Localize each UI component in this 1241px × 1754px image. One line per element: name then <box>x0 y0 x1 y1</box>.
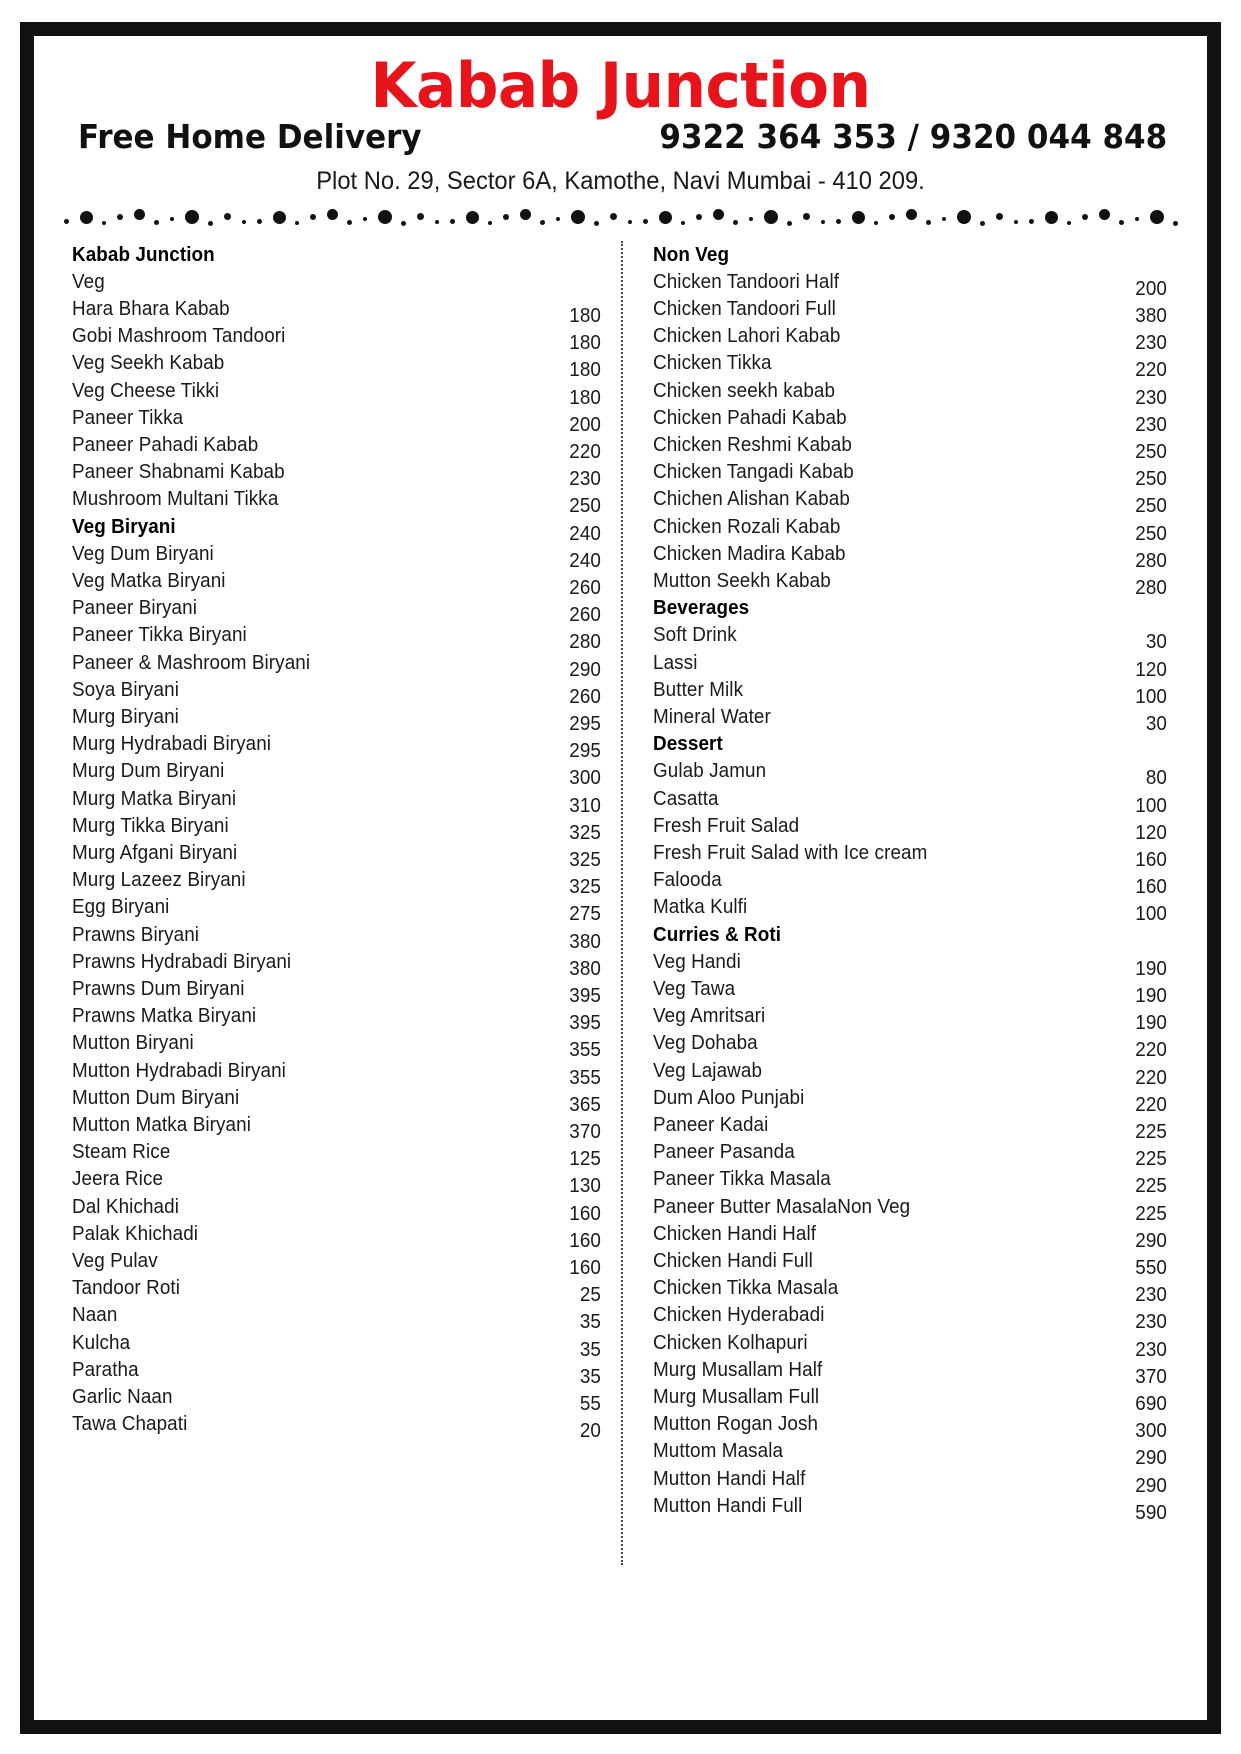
menu-item-price: 230 <box>568 467 601 491</box>
menu-item-price: 690 <box>1135 1392 1167 1416</box>
menu-item-name: Paneer & Mashroom Biryani <box>72 650 311 674</box>
menu-item-price: 225 <box>1135 1120 1167 1144</box>
menu-item-price: 180 <box>568 331 601 355</box>
ornament-dot <box>435 220 439 224</box>
menu-item-price: 355 <box>568 1038 601 1062</box>
menu-item-price: 120 <box>1135 657 1167 681</box>
menu-item-price: 230 <box>1135 385 1167 409</box>
ornament-dot <box>1029 219 1034 224</box>
ornament-dot <box>696 214 702 220</box>
right-item-price-list <box>1077 248 1167 1527</box>
menu-item-name: Chicken Tikka <box>652 351 772 375</box>
menu-item-name: Casatta <box>652 786 719 810</box>
menu-item-price: 160 <box>1135 875 1167 899</box>
ornament-dot <box>764 210 778 224</box>
menu-item-price: 395 <box>568 1011 601 1035</box>
menu-item-price: 220 <box>1135 358 1167 382</box>
menu-item-price: 100 <box>1135 684 1167 708</box>
menu-item-name: Falooda <box>652 868 722 892</box>
menu-section-heading: Veg Biryani <box>72 514 176 538</box>
menu-item-price: 20 <box>579 1419 601 1443</box>
menu-section-heading: Dessert <box>652 732 723 756</box>
menu-item-name: Murg Biryani <box>72 704 179 728</box>
menu-item-name: Chicken Madira Kabab <box>652 541 846 565</box>
menu-inner-area <box>34 36 1207 1720</box>
menu-item-name: Chicken Handi Half <box>652 1221 816 1245</box>
ornament-dot <box>134 209 145 220</box>
menu-section-heading: Kabab Junction <box>72 242 215 266</box>
menu-item-price: 30 <box>1145 630 1167 654</box>
menu-columns <box>52 235 1189 1565</box>
menu-item-price: 220 <box>1135 1065 1167 1089</box>
menu-item-price: 55 <box>579 1392 601 1416</box>
menu-item-price: 225 <box>1135 1147 1167 1171</box>
menu-item-price: 250 <box>568 494 601 518</box>
menu-item-price: 100 <box>1135 902 1167 926</box>
ornament-dot <box>1082 214 1088 220</box>
menu-item-price: 80 <box>1145 766 1167 790</box>
menu-item-price: 160 <box>568 1256 601 1280</box>
menu-item-price: 35 <box>579 1310 601 1334</box>
menu-item-price: 250 <box>1135 494 1167 518</box>
menu-item-name: Paneer Tikka Masala <box>652 1167 831 1191</box>
menu-item-price: 130 <box>568 1174 601 1198</box>
menu-item-price: 125 <box>568 1147 601 1171</box>
ornament-dot <box>185 210 199 224</box>
ornament-dot <box>450 219 455 224</box>
ornament-dot <box>1014 220 1018 224</box>
menu-item-price: 325 <box>568 875 601 899</box>
menu-item-name: Lassi <box>652 650 697 674</box>
menu-item-name: Murg Musallam Full <box>652 1385 819 1409</box>
menu-item-price: 230 <box>1135 331 1167 355</box>
menu-item-price: 370 <box>568 1120 601 1144</box>
menu-item-price: 230 <box>1135 412 1167 436</box>
menu-item-name: Veg Amritsari <box>652 1004 765 1028</box>
ornament-dot <box>417 213 424 220</box>
ornament-dot <box>273 211 286 224</box>
menu-item-name: Veg Matka Biryani <box>72 568 226 592</box>
menu-item-name: Murg Hydrabadi Biryani <box>72 732 272 756</box>
menu-item-name: Chicken seekh kabab <box>652 378 835 402</box>
menu-item-name: Steam Rice <box>72 1140 171 1164</box>
ornament-dot <box>1045 211 1058 224</box>
menu-item-name: Paneer Tikka <box>72 405 184 429</box>
menu-item-name: Chicken Reshmi Kabab <box>652 432 852 456</box>
ornament-dot <box>713 209 724 220</box>
menu-item-name: Mutton Seekh Kabab <box>652 568 831 592</box>
menu-item-name: Veg Cheese Tikki <box>72 378 220 402</box>
menu-item-name: Soya Biryani <box>72 677 179 701</box>
menu-item-price: 160 <box>568 1201 601 1225</box>
menu-section-heading: Curries & Roti <box>652 922 781 946</box>
menu-item-price <box>1084 601 1167 628</box>
menu-item-price: 30 <box>1145 711 1167 735</box>
menu-item-price <box>518 275 601 302</box>
menu-item-price: 190 <box>1135 984 1167 1008</box>
menu-item-price: 380 <box>568 956 601 980</box>
menu-item-price: 220 <box>1135 1092 1167 1116</box>
menu-item-price: 225 <box>1135 1174 1167 1198</box>
menu-item-name: Veg Tawa <box>652 977 735 1001</box>
menu-item-name: Prawns Biryani <box>72 922 200 946</box>
ornament-dot <box>1067 221 1071 225</box>
menu-item-price: 180 <box>568 385 601 409</box>
menu-item-price: 180 <box>568 303 601 327</box>
menu-item-price: 295 <box>568 739 601 763</box>
menu-item-name: Mutton Biryani <box>72 1031 194 1055</box>
menu-item-price: 290 <box>1135 1446 1167 1470</box>
menu-item-price: 280 <box>1135 548 1167 572</box>
menu-item-price: 280 <box>568 630 601 654</box>
menu-item-name: Hara Bhara Kabab <box>72 296 230 320</box>
menu-item-name: Veg Pulav <box>72 1249 158 1273</box>
menu-item-name: Paneer Shabnami Kabab <box>72 460 285 484</box>
ornament-dot <box>503 214 509 220</box>
menu-column-right <box>621 241 1184 1565</box>
ornament-dot <box>208 221 213 226</box>
menu-item-name: Jeera Rice <box>72 1167 164 1191</box>
ornament-dot <box>821 220 825 224</box>
menu-item-price <box>518 248 601 275</box>
ornament-dot <box>643 219 648 224</box>
menu-item-price: 190 <box>1135 956 1167 980</box>
menu-item-price: 295 <box>568 711 601 735</box>
menu-item-price: 200 <box>1135 276 1167 300</box>
free-home-delivery-label: Free Home Delivery <box>78 117 422 157</box>
ornament-dot <box>628 220 632 224</box>
menu-item-name: Chicken Tandoori Full <box>652 296 836 320</box>
menu-item-price: 160 <box>568 1228 601 1252</box>
menu-item-name: Prawns Hydrabadi Biryani <box>72 949 292 973</box>
ornament-dot <box>1099 209 1110 220</box>
menu-item-name: Palak Khichadi <box>72 1221 199 1245</box>
menu-item-price: 325 <box>568 820 601 844</box>
ornament-dot <box>401 221 406 226</box>
menu-item-name: Veg Dum Biryani <box>72 541 214 565</box>
ornament-dot <box>733 220 738 225</box>
ornament-dot <box>1150 210 1164 224</box>
ornament-dot <box>257 219 262 224</box>
menu-item-price: 300 <box>568 766 601 790</box>
menu-item-price: 100 <box>1135 793 1167 817</box>
ornament-dot <box>942 217 946 221</box>
menu-item-price: 220 <box>1135 1038 1167 1062</box>
menu-item-name: Chicken Lahori Kabab <box>652 324 840 348</box>
ornament-dot <box>803 213 810 220</box>
ornament-dot <box>327 209 338 220</box>
header-contact-row <box>52 119 1189 155</box>
menu-item-name: Tawa Chapati <box>72 1412 188 1436</box>
menu-item-price: 290 <box>1135 1228 1167 1252</box>
ornament-dot <box>571 210 585 224</box>
menu-item-name: Murg Afgani Biryani <box>72 841 238 864</box>
ornament-dot <box>926 220 931 225</box>
ornament-dot <box>64 219 69 224</box>
menu-item-name: Paneer Butter MasalaNon Veg <box>652 1194 910 1218</box>
ornament-dot <box>170 217 174 221</box>
ornament-dot <box>681 221 685 225</box>
menu-item-name: Garlic Naan <box>72 1385 173 1409</box>
menu-item-price: 180 <box>568 358 601 382</box>
menu-item-name: Veg Dohaba <box>652 1031 758 1055</box>
menu-item-price: 35 <box>579 1364 601 1388</box>
menu-item-name: Veg Handi <box>652 949 741 973</box>
menu-item-name: Gulab Jamun <box>652 759 766 783</box>
ornament-dot <box>1119 220 1124 225</box>
address-line: Plot No. 29, Sector 6A, Kamothe, Navi Mumbai - 410 209. <box>316 166 925 195</box>
phone-numbers: 9322 364 353 / 9320 044 848 <box>659 117 1167 157</box>
menu-item-price: 225 <box>1135 1201 1167 1225</box>
restaurant-title: Kabab Junction <box>370 49 871 122</box>
menu-item-price: 25 <box>579 1283 601 1307</box>
menu-item-price: 230 <box>1135 1337 1167 1361</box>
menu-item-price: 310 <box>568 793 601 817</box>
ornament-dot <box>659 211 672 224</box>
menu-item-price: 380 <box>568 929 601 953</box>
menu-item-name: Paneer Pasanda <box>652 1140 795 1164</box>
menu-item-name: Egg Biryani <box>72 895 170 919</box>
ornament-dot <box>242 220 246 224</box>
menu-item-price: 240 <box>568 521 601 545</box>
menu-item-name: Murg Tikka Biryani <box>72 813 229 837</box>
menu-item-name: Fresh Fruit Salad <box>652 813 799 837</box>
ornament-dot <box>556 217 560 221</box>
menu-item-name: Murg Musallam Half <box>652 1357 822 1381</box>
menu-item-name: Mushroom Multani Tikka <box>72 487 279 511</box>
ornament-dot <box>1173 221 1178 226</box>
menu-item-name: Mutton Matka Biryani <box>72 1113 251 1137</box>
ornament-dot <box>488 221 492 225</box>
menu-column-left <box>58 241 621 1565</box>
ornament-dot <box>117 214 123 220</box>
menu-item-name: Prawns Matka Biryani <box>72 1004 257 1028</box>
menu-item-name: Prawns Dum Biryani <box>72 977 245 1001</box>
menu-item-price: 300 <box>1135 1419 1167 1443</box>
menu-item-name: Murg Matka Biryani <box>72 786 237 810</box>
menu-item-price: 280 <box>1135 575 1167 599</box>
menu-item-name: Paneer Biryani <box>72 596 198 620</box>
ornament-dot <box>787 221 792 226</box>
ornament-dot <box>363 217 367 221</box>
ornament-dot <box>520 209 531 220</box>
menu-item-price: 260 <box>568 684 601 708</box>
menu-section-heading: Beverages <box>652 596 749 620</box>
menu-item-name: Paneer Kadai <box>652 1113 768 1137</box>
menu-item-price: 590 <box>1135 1500 1167 1524</box>
menu-item-price: 250 <box>1135 467 1167 491</box>
menu-item-name: Naan <box>72 1303 118 1327</box>
menu-item-price: 395 <box>568 984 601 1008</box>
ornament-dot <box>378 210 392 224</box>
menu-item-name: Chicken Rozali Kabab <box>652 514 840 538</box>
menu-item-price: 160 <box>1135 848 1167 871</box>
menu-item-price <box>1084 737 1167 764</box>
ornament-dot <box>80 211 93 224</box>
menu-item-price: 230 <box>1135 1283 1167 1307</box>
menu-item-price: 220 <box>568 439 601 463</box>
menu-item-name: Paneer Pahadi Kabab <box>72 432 259 456</box>
ornament-dot <box>874 221 878 225</box>
menu-item-price <box>1084 248 1167 275</box>
menu-item-name: Tandoor Roti <box>72 1276 181 1300</box>
menu-item-name: Chichen Alishan Kabab <box>652 487 850 511</box>
ornament-dot <box>102 221 106 225</box>
menu-item-name: Dal Khichadi <box>72 1194 179 1218</box>
menu-item-name: Chicken Handi Full <box>652 1249 813 1273</box>
menu-item-name: Veg Seekh Kabab <box>72 351 225 375</box>
menu-item-name: Chicken Hyderabadi <box>652 1303 824 1327</box>
menu-item-price: 250 <box>1135 439 1167 463</box>
ornament-dot <box>310 214 316 220</box>
menu-item-name: Soft Drink <box>652 623 737 647</box>
menu-item-name: Chicken Kolhapuri <box>652 1330 808 1354</box>
menu-item-name: Mutton Dum Biryani <box>72 1085 240 1109</box>
menu-item-name: Chicken Tikka Masala <box>652 1276 838 1300</box>
ornament-dot <box>154 220 159 225</box>
menu-item-price: 250 <box>1135 521 1167 545</box>
menu-item-name: Paneer Tikka Biryani <box>72 623 247 647</box>
menu-item-price: 355 <box>568 1065 601 1089</box>
menu-item-name: Murg Dum Biryani <box>72 759 225 783</box>
menu-item-price: 380 <box>1135 303 1167 327</box>
menu-item-name: Mineral Water <box>652 704 771 728</box>
menu-item-price: 190 <box>1135 1011 1167 1035</box>
menu-item-name: Matka Kulfi <box>652 895 747 919</box>
ornament-dot <box>996 213 1003 220</box>
ornament-dot <box>906 209 917 220</box>
ornament-dot <box>889 214 895 220</box>
menu-item-price: 275 <box>568 902 601 926</box>
menu-item-name: Chicken Tangadi Kabab <box>652 460 854 484</box>
menu-item-price: 260 <box>568 575 601 599</box>
menu-item-price: 290 <box>1135 1473 1167 1497</box>
menu-item-name: Mutton Handi Full <box>652 1493 802 1517</box>
menu-item-price: 240 <box>568 548 601 572</box>
menu-item-name: Paratha <box>72 1357 139 1381</box>
menu-item-price: 365 <box>568 1092 601 1116</box>
menu-item-name: Butter Milk <box>652 677 743 701</box>
menu-item-name: Veg Lajawab <box>652 1058 762 1082</box>
ornament-dot <box>347 220 352 225</box>
menu-item-price: 370 <box>1135 1364 1167 1388</box>
menu-item-price: 230 <box>1135 1310 1167 1334</box>
ornament-dot <box>836 219 841 224</box>
menu-section-heading: Non Veg <box>652 242 729 266</box>
menu-item-price: 260 <box>568 603 601 627</box>
menu-item-name: Fresh Fruit Salad with Ice cream <box>652 841 927 864</box>
dotted-ornament-border <box>58 205 1183 231</box>
menu-item-name: Murg Lazeez Biryani <box>72 868 246 892</box>
menu-item-price: 200 <box>568 412 601 436</box>
ornament-dot <box>957 210 971 224</box>
menu-item-name: Kulcha <box>72 1330 131 1354</box>
menu-item-name: Muttom Masala <box>652 1439 783 1463</box>
menu-item-price: 35 <box>579 1337 601 1361</box>
menu-item-name: Gobi Mashroom Tandoori <box>72 324 286 348</box>
left-item-price-list <box>511 248 601 1445</box>
menu-item-price: 550 <box>1135 1256 1167 1280</box>
menu-item-name: Chicken Pahadi Kabab <box>652 405 847 429</box>
menu-item-price <box>1084 928 1167 955</box>
ornament-dot <box>1135 217 1139 221</box>
ornament-dot <box>295 221 299 225</box>
ornament-dot <box>466 211 479 224</box>
ornament-dot <box>980 221 985 226</box>
menu-item-name: Mutton Hydrabadi Biryani <box>72 1058 286 1082</box>
menu-item-name: Mutton Handi Half <box>652 1466 806 1490</box>
menu-item-name: Mutton Rogan Josh <box>652 1412 818 1436</box>
menu-outer-frame <box>20 22 1221 1734</box>
menu-item-price: 325 <box>568 848 601 871</box>
ornament-dot <box>540 220 545 225</box>
menu-item-price: 120 <box>1135 820 1167 844</box>
ornament-dot <box>594 221 599 226</box>
ornament-dot <box>852 211 865 224</box>
menu-item-price: 290 <box>568 657 601 681</box>
ornament-dot <box>224 213 231 220</box>
menu-item-name: Chicken Tandoori Half <box>652 269 839 293</box>
menu-item-name: Veg <box>72 269 105 293</box>
menu-item-name: Dum Aloo Punjabi <box>652 1085 804 1109</box>
ornament-dot <box>749 217 753 221</box>
ornament-dot <box>610 213 617 220</box>
